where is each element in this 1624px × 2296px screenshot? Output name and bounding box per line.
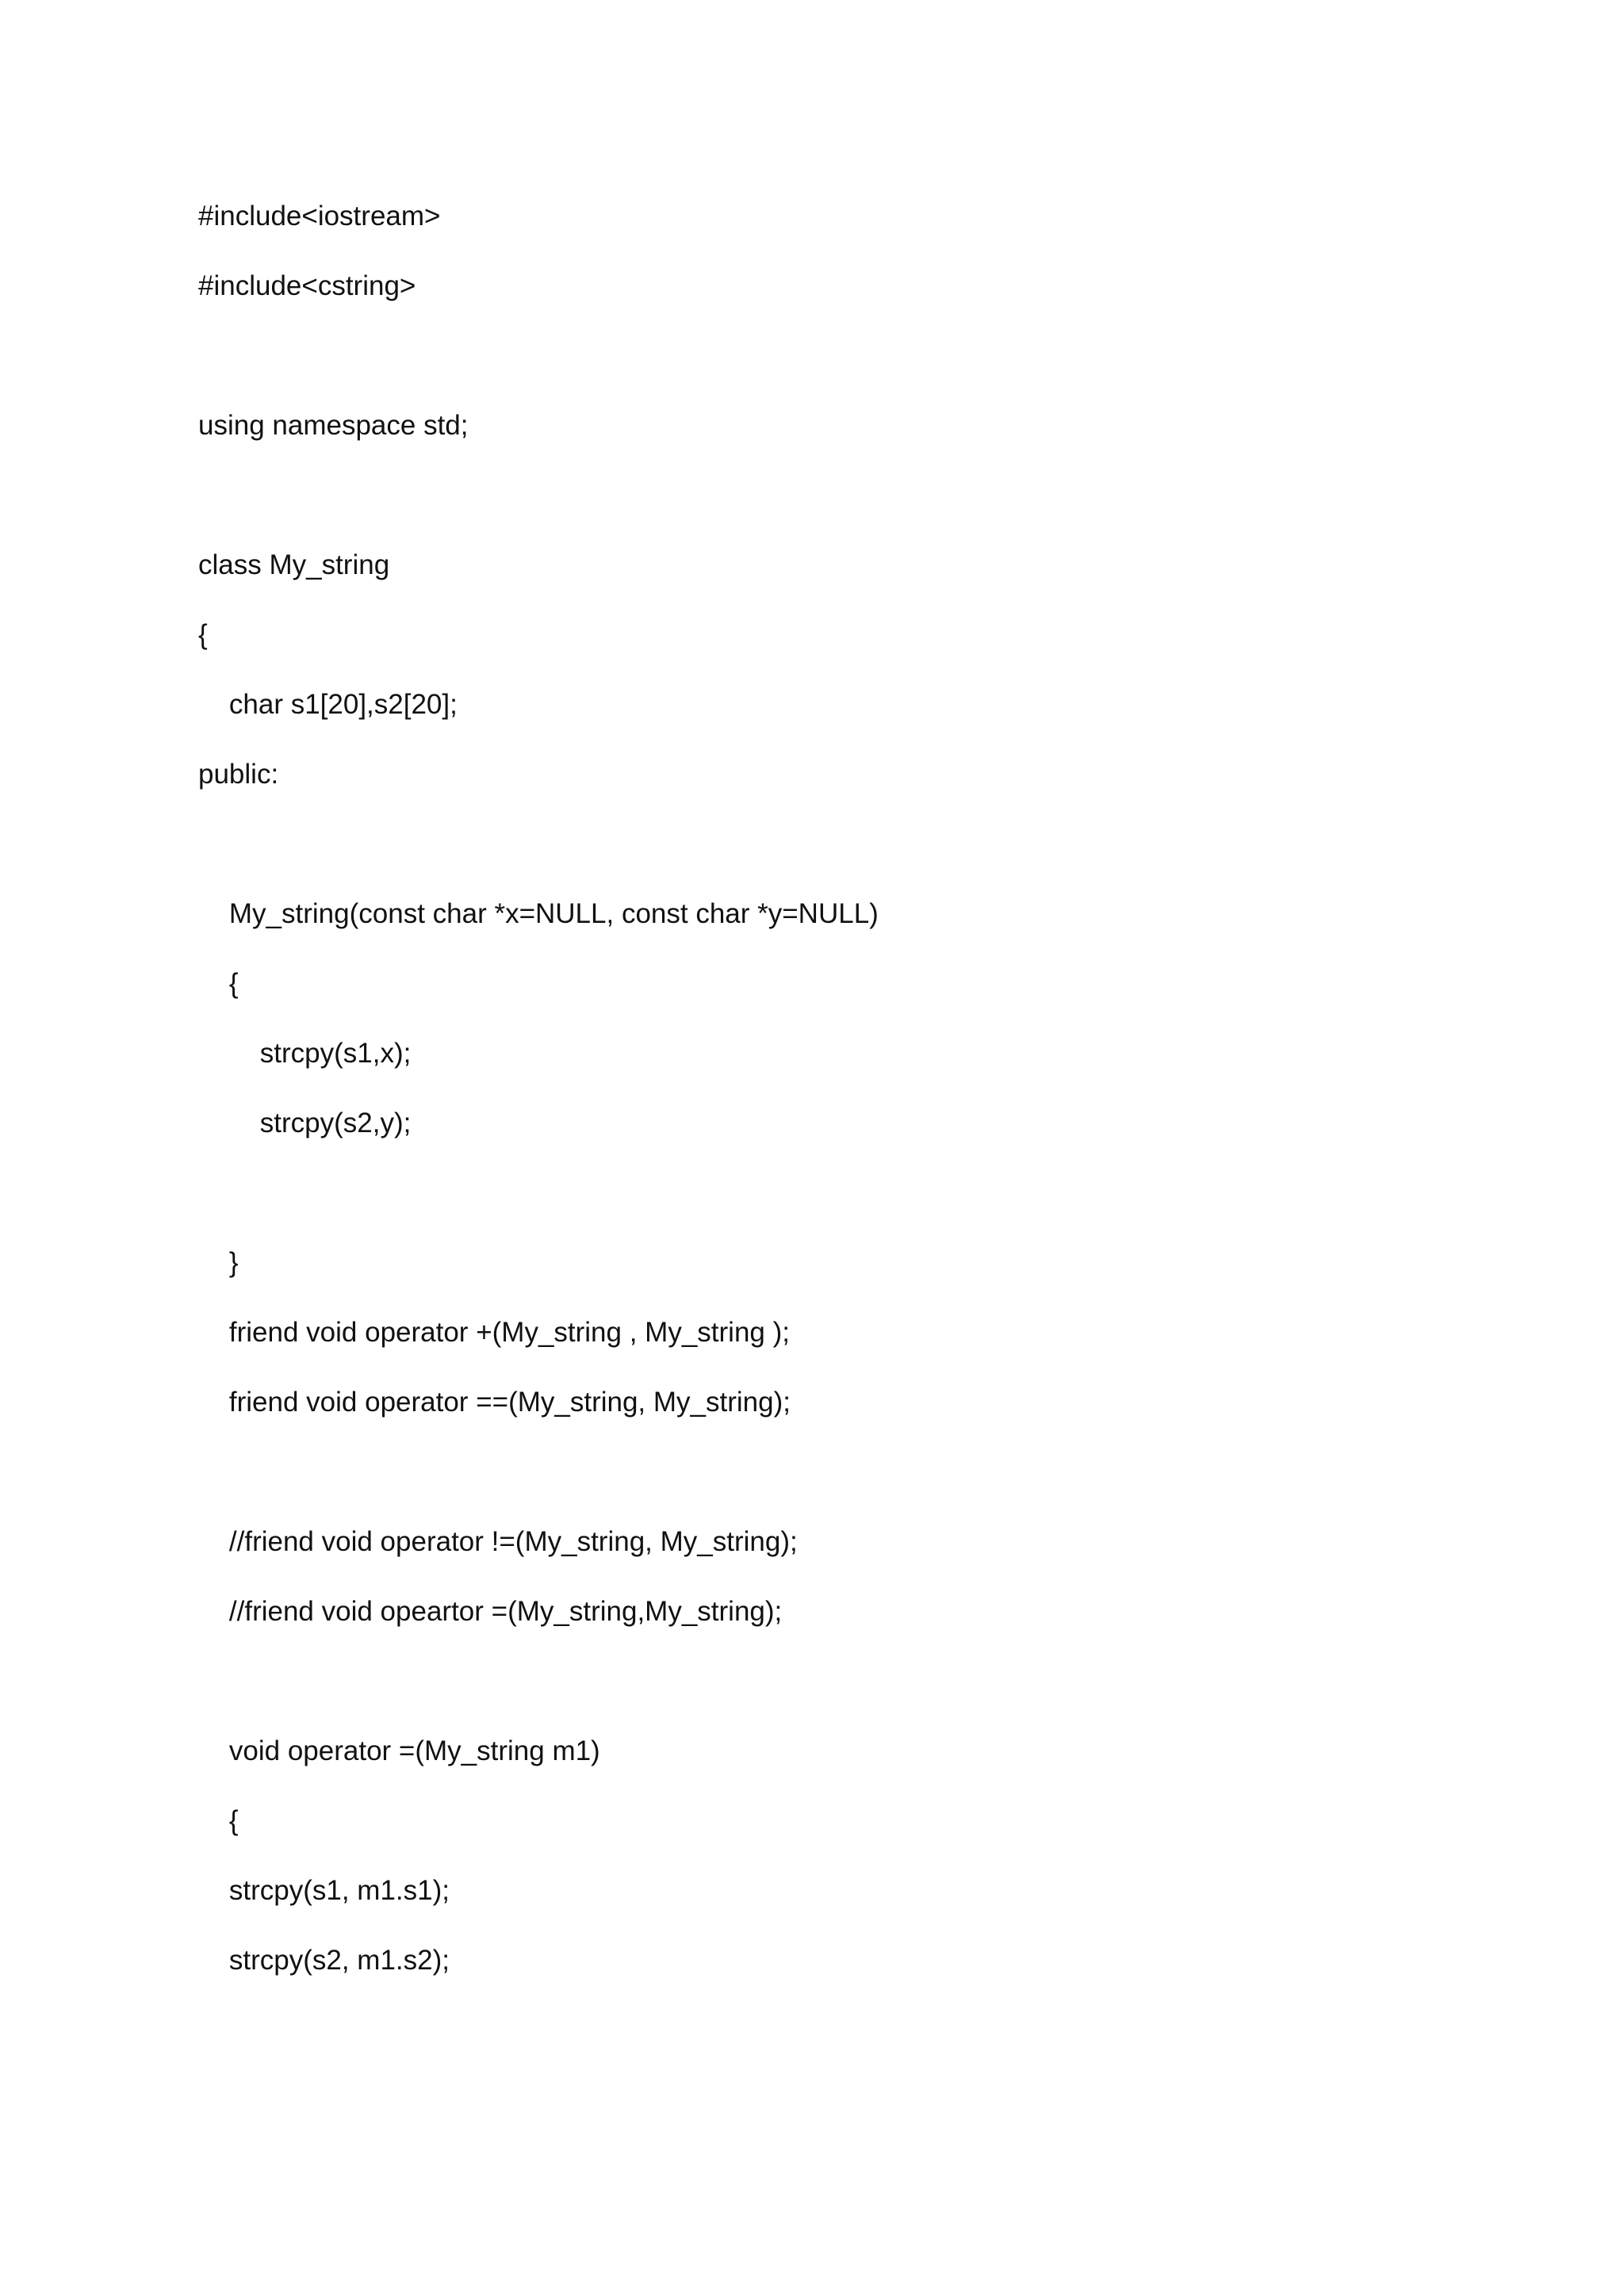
code-line: friend void operator ==(My_string, My_string); — [198, 1387, 791, 1418]
code-line — [198, 333, 1546, 403]
code-line: public: — [198, 759, 279, 790]
code-line: #include<iostream> — [198, 201, 441, 232]
code-line: using namespace std; — [198, 410, 469, 441]
code-listing — [198, 193, 1546, 2007]
code-line: #include<cstring> — [198, 270, 416, 301]
code-line: strcpy(s2, m1.s2); — [198, 1945, 450, 1976]
code-line: { — [198, 1805, 239, 1836]
code-line: void operator =(My_string m1) — [198, 1735, 600, 1766]
code-line: { — [198, 968, 239, 999]
code-line: //friend void operator !=(My_string, My_string); — [198, 1526, 798, 1557]
code-line: { — [198, 619, 208, 650]
code-line: strcpy(s1, m1.s1); — [198, 1875, 450, 1906]
code-line: My_string(const char *x=NULL, const char *y=NULL) — [198, 898, 879, 929]
code-line: strcpy(s1,x); — [198, 1038, 412, 1069]
code-line: strcpy(s2,y); — [198, 1108, 412, 1138]
code-line: //friend void opeartor =(My_string,My_string); — [198, 1596, 783, 1627]
code-line — [198, 1659, 1546, 1728]
code-line — [198, 473, 1546, 542]
code-line: } — [198, 1247, 239, 1278]
code-line — [198, 821, 1546, 891]
code-line — [198, 1170, 1546, 1240]
code-line: class My_string — [198, 549, 390, 580]
code-line: friend void operator +(My_string , My_string ); — [198, 1317, 790, 1348]
code-line: char s1[20],s2[20]; — [198, 689, 458, 720]
code-line — [198, 1449, 1546, 1519]
